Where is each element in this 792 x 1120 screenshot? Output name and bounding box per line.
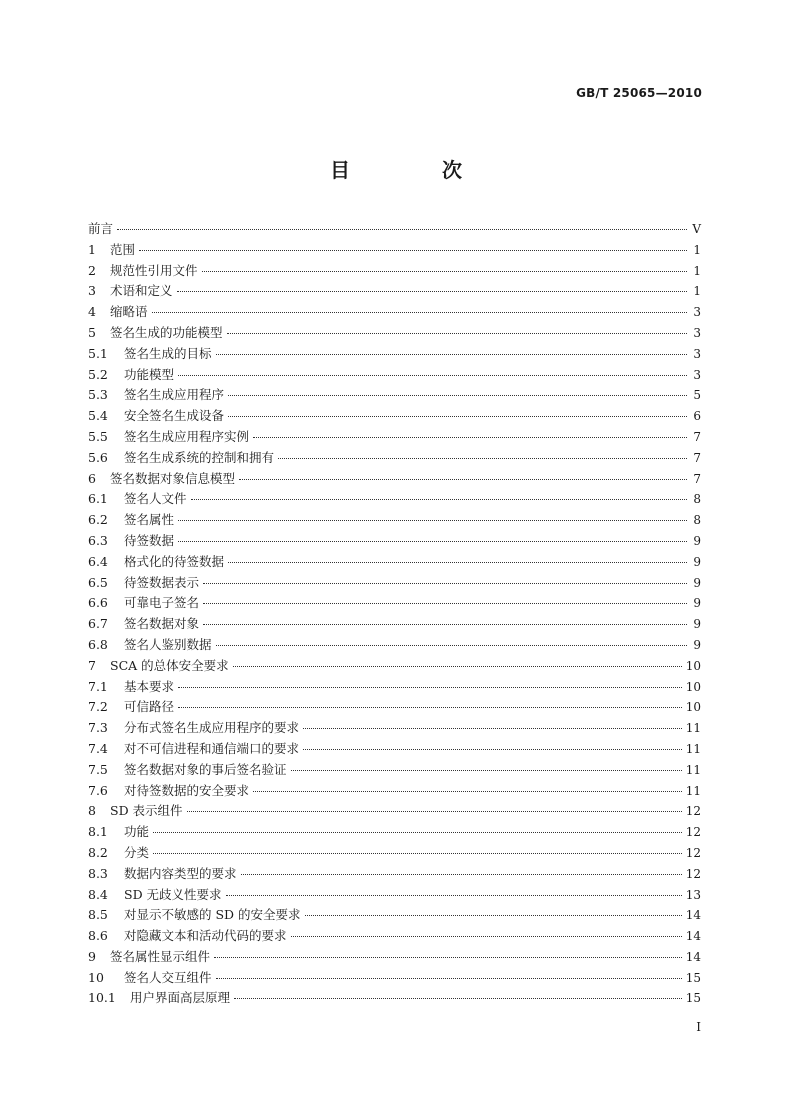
toc-entry-title: SD 表示组件	[110, 803, 183, 819]
dot-leader	[278, 457, 687, 459]
dot-leader	[303, 748, 682, 750]
toc-entry-number: 5.1	[88, 345, 108, 361]
toc-entry-number: 3	[88, 283, 96, 299]
toc-list	[88, 219, 701, 1009]
toc-entry[interactable]	[88, 781, 701, 802]
toc-entry-number: 8.3	[88, 865, 108, 881]
dot-leader	[228, 561, 687, 563]
toc-entry[interactable]	[88, 739, 701, 760]
toc-entry-page: 8	[693, 492, 701, 507]
toc-entry-number: 1	[88, 241, 96, 257]
toc-title: 目 次	[330, 158, 498, 182]
toc-entry-number: 5.5	[88, 428, 108, 444]
dot-leader	[228, 394, 687, 396]
toc-entry[interactable]	[88, 261, 701, 282]
toc-entry-number: 8.2	[88, 844, 108, 860]
toc-entry-title: 对显示不敏感的 SD 的安全要求	[124, 907, 301, 923]
toc-entry-number: 4	[88, 304, 96, 320]
toc-entry-number: 7.2	[88, 699, 108, 715]
dot-leader	[117, 228, 687, 230]
toc-entry-number: 7	[88, 657, 96, 673]
dot-leader	[303, 727, 682, 729]
dot-leader	[152, 311, 687, 313]
toc-entry-page: 9	[693, 554, 701, 569]
toc-entry-page: 3	[693, 367, 701, 382]
toc-entry-page: 1	[693, 242, 701, 257]
toc-entry-number: 8.4	[88, 886, 108, 902]
toc-entry-title: 术语和定义	[110, 283, 173, 299]
dot-leader	[234, 997, 682, 999]
toc-entry[interactable]	[88, 968, 701, 989]
toc-entry-number: 6.1	[88, 491, 108, 507]
toc-entry[interactable]	[88, 448, 701, 469]
toc-entry-title: 签名属性	[124, 512, 175, 528]
toc-entry-page: 15	[685, 991, 701, 1006]
toc-entry-number: 6	[88, 470, 96, 486]
toc-entry[interactable]	[88, 593, 701, 614]
toc-entry-page: 11	[685, 721, 701, 736]
toc-entry-title: 签名人鉴别数据	[124, 636, 212, 652]
toc-entry-page: 7	[693, 471, 701, 486]
dot-leader	[178, 540, 687, 542]
dot-leader	[203, 602, 687, 604]
toc-entry-page: 12	[685, 845, 701, 860]
toc-entry-title: 签名生成的功能模型	[110, 324, 223, 340]
toc-entry[interactable]	[88, 552, 701, 573]
toc-entry-title: 待签数据	[124, 532, 175, 548]
toc-entry-page: 11	[685, 741, 701, 756]
toc-entry[interactable]	[88, 406, 701, 427]
toc-entry-title: 格式化的待签数据	[124, 553, 225, 569]
toc-entry-page: 5	[693, 388, 701, 403]
toc-entry[interactable]	[88, 240, 701, 261]
toc-entry[interactable]	[88, 302, 701, 323]
toc-entry[interactable]	[88, 281, 701, 302]
toc-entry-title: 可信路径	[124, 699, 175, 715]
toc-entry-number: 6.6	[88, 595, 108, 611]
toc-entry-page: 1	[693, 284, 701, 299]
toc-entry-number: 7.4	[88, 740, 108, 756]
toc-entry-title: 分布式签名生成应用程序的要求	[124, 720, 300, 736]
dot-leader	[178, 686, 682, 688]
toc-entry-title: 签名数据对象信息模型	[110, 470, 236, 486]
dot-leader	[291, 935, 682, 937]
dot-leader	[233, 665, 682, 667]
dot-leader	[226, 894, 682, 896]
toc-entry-page: 9	[693, 637, 701, 652]
toc-entry-page: 7	[693, 450, 701, 465]
toc-entry-title: 签名属性显示组件	[110, 948, 211, 964]
toc-entry-page: 9	[693, 533, 701, 548]
toc-entry-title: 可靠电子签名	[124, 595, 200, 611]
toc-entry-number: 10.1	[88, 990, 116, 1006]
dot-leader	[178, 519, 687, 521]
toc-entry-number: 10	[88, 969, 104, 985]
dot-leader	[203, 623, 687, 625]
toc-entry[interactable]	[88, 843, 701, 864]
toc-entry-number: 7.6	[88, 782, 108, 798]
toc-entry-page: 12	[685, 866, 701, 881]
toc-entry-number: 9	[88, 948, 96, 964]
toc-entry-title: 签名生成的目标	[124, 345, 212, 361]
dot-leader	[178, 374, 687, 376]
toc-entry-page: 12	[685, 825, 701, 840]
toc-entry[interactable]	[88, 385, 701, 406]
toc-entry-title: 待签数据表示	[124, 574, 200, 590]
toc-entry[interactable]	[88, 323, 701, 344]
toc-entry-page: 9	[693, 596, 701, 611]
dot-leader	[139, 249, 687, 251]
toc-entry-number: 8.5	[88, 907, 108, 923]
toc-entry-number: 5.4	[88, 408, 108, 424]
toc-entry[interactable]	[88, 656, 701, 677]
toc-entry-number: 7.1	[88, 678, 108, 694]
toc-entry-title: 签名生成应用程序实例	[124, 428, 250, 444]
toc-entry[interactable]	[88, 469, 701, 490]
toc-entry-number: 8.1	[88, 824, 108, 840]
dot-leader	[228, 415, 687, 417]
toc-entry-number: 7.5	[88, 761, 108, 777]
toc-entry-page: 12	[685, 804, 701, 819]
toc-entry-page: Ⅴ	[692, 222, 701, 236]
toc-entry-title: 分类	[124, 844, 150, 860]
toc-entry-page: 3	[693, 346, 701, 361]
toc-entry-title: 功能	[124, 824, 150, 840]
toc-entry[interactable]	[88, 573, 701, 594]
toc-entry-page: 7	[693, 429, 701, 444]
toc-entry-number: 5.6	[88, 449, 108, 465]
dot-leader	[253, 790, 682, 792]
toc-entry-title: 缩略语	[110, 304, 148, 320]
toc-entry-number: 6.3	[88, 532, 108, 548]
toc-entry[interactable]	[88, 219, 701, 240]
toc-entry-title: 签名数据对象	[124, 616, 200, 632]
toc-entry-title: 签名人交互组件	[124, 969, 212, 985]
toc-entry-title: 签名人文件	[124, 491, 187, 507]
toc-entry-number: 6.8	[88, 636, 108, 652]
toc-entry[interactable]	[88, 926, 701, 947]
toc-entry[interactable]	[88, 677, 701, 698]
toc-entry-title: 对不可信进程和通信端口的要求	[124, 740, 300, 756]
toc-entry-number: 8	[88, 803, 96, 819]
toc-entry-page: 14	[685, 949, 701, 964]
dot-leader	[202, 270, 687, 272]
dot-leader	[153, 852, 682, 854]
toc-entry-title: 范围	[110, 241, 136, 257]
toc-entry-number: 5.3	[88, 387, 108, 403]
dot-leader	[177, 290, 687, 292]
toc-entry-title: 数据内容类型的要求	[124, 865, 237, 881]
toc-entry-page: 10	[685, 658, 701, 673]
toc-entry-number: 6.7	[88, 616, 108, 632]
toc-entry-number: 7.3	[88, 720, 108, 736]
toc-entry-number: 2	[88, 262, 96, 278]
toc-entry-title: 对待签数据的安全要求	[124, 782, 250, 798]
toc-entry[interactable]	[88, 905, 701, 926]
dot-leader	[216, 977, 682, 979]
toc-entry-page: 9	[693, 575, 701, 590]
toc-entry-page: 11	[685, 762, 701, 777]
toc-entry[interactable]	[88, 531, 701, 552]
dot-leader	[291, 769, 682, 771]
toc-entry-title: 签名数据对象的事后签名验证	[124, 761, 287, 777]
toc-entry-title: SD 无歧义性要求	[124, 886, 222, 902]
toc-entry[interactable]	[88, 614, 701, 635]
toc-entry-title: 对隐藏文本和活动代码的要求	[124, 928, 287, 944]
toc-entry[interactable]	[88, 635, 701, 656]
dot-leader	[203, 582, 687, 584]
dot-leader	[191, 498, 687, 500]
toc-entry[interactable]	[88, 427, 701, 448]
toc-entry-page: 11	[685, 783, 701, 798]
toc-entry[interactable]	[88, 801, 701, 822]
toc-entry-page: 14	[685, 908, 701, 923]
toc-entry[interactable]	[88, 864, 701, 885]
toc-entry[interactable]	[88, 697, 701, 718]
toc-entry-title: 功能模型	[124, 366, 175, 382]
toc-entry[interactable]	[88, 365, 701, 386]
toc-entry-page: 9	[693, 617, 701, 632]
toc-entry[interactable]	[88, 822, 701, 843]
toc-entry-title: 前言	[88, 221, 114, 236]
dot-leader	[227, 332, 687, 334]
dot-leader	[216, 353, 687, 355]
toc-entry-title: 安全签名生成设备	[124, 408, 225, 424]
toc-entry-number: 8.6	[88, 928, 108, 944]
toc-entry-number: 6.4	[88, 553, 108, 569]
dot-leader	[214, 956, 682, 958]
dot-leader	[178, 706, 682, 708]
toc-entry-title: 签名生成系统的控制和拥有	[124, 449, 275, 465]
toc-entry[interactable]	[88, 760, 701, 781]
toc-entry-page: 3	[693, 325, 701, 340]
toc-entry-number: 5.2	[88, 366, 108, 382]
toc-entry-page: 10	[685, 700, 701, 715]
toc-entry-title: 基本要求	[124, 678, 175, 694]
standard-code: GB/T 25065—2010	[576, 86, 702, 100]
toc-entry-page: 1	[693, 263, 701, 278]
toc-entry[interactable]	[88, 510, 701, 531]
page-folio: Ⅰ	[696, 1020, 701, 1034]
toc-entry-number: 6.2	[88, 512, 108, 528]
toc-entry-title: 规范性引用文件	[110, 262, 198, 278]
toc-entry-title: SCA 的总体安全要求	[110, 657, 229, 673]
dot-leader	[239, 478, 687, 480]
toc-entry-number: 5	[88, 324, 96, 340]
toc-entry-page: 15	[685, 970, 701, 985]
toc-entry[interactable]	[88, 489, 701, 510]
toc-entry-page: 13	[685, 887, 701, 902]
toc-entry-page: 10	[685, 679, 701, 694]
dot-leader	[253, 436, 687, 438]
toc-entry-title: 用户界面高层原理	[130, 990, 231, 1006]
toc-entry[interactable]	[88, 344, 701, 365]
dot-leader	[153, 831, 682, 833]
toc-entry[interactable]	[88, 718, 701, 739]
toc-entry[interactable]	[88, 885, 701, 906]
toc-entry[interactable]	[88, 988, 701, 1009]
toc-entry[interactable]	[88, 947, 701, 968]
toc-entry-page: 3	[693, 305, 701, 320]
toc-entry-number: 6.5	[88, 574, 108, 590]
toc-entry-title: 签名生成应用程序	[124, 387, 225, 403]
dot-leader	[216, 644, 687, 646]
dot-leader	[241, 873, 682, 875]
toc-entry-page: 6	[693, 409, 701, 424]
toc-entry-page: 14	[685, 929, 701, 944]
dot-leader	[187, 810, 682, 812]
dot-leader	[305, 914, 682, 916]
toc-entry-page: 8	[693, 513, 701, 528]
